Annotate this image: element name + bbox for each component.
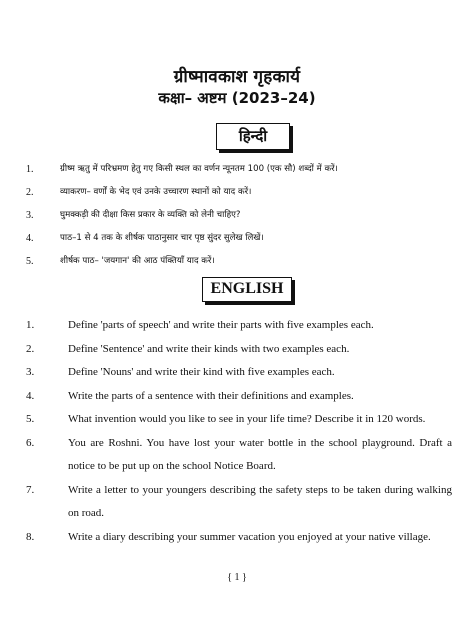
item-number: 1.	[26, 319, 35, 331]
item-number: 3.	[26, 210, 34, 221]
item-number: 8.	[26, 530, 35, 543]
item-text: What invention would you like to see in your life time? Describe it in 120 words.	[68, 413, 426, 425]
item-text: Write a diary describing your summer vacation you enjoyed at your native village.	[68, 530, 431, 543]
item-text: You are Roshni. You have lost your water bottle in the school playground. Draft a notice to be put up on the school Notice Board.	[68, 436, 452, 472]
list-item	[26, 361, 452, 385]
item-text: घुमक्कड़ी की दीक्षा किस प्रकार के व्यक्ति को लेनी चाहिए?	[60, 210, 241, 220]
english-question-list	[26, 314, 452, 549]
list-item	[26, 158, 456, 181]
hindi-question-list	[26, 158, 456, 273]
item-number: 7.	[26, 483, 35, 496]
page-subtitle: कक्षा– अष्टम (2023–24)	[158, 89, 316, 107]
item-text: Define 'parts of speech' and write their parts with five examples each.	[68, 319, 374, 331]
item-text: पाठ–1 से 4 तक के शीर्षक पाठानुसार चार पृष्ठ सुंदर सुलेख लिखें।	[60, 233, 264, 243]
page-title: ग्रीष्मावकाश गृहकार्य	[173, 67, 301, 87]
item-number: 2.	[26, 342, 35, 355]
list-item	[26, 181, 456, 204]
item-text: ग्रीष्म ऋतु में परिभ्रमण हेतु गए किसी स्थल का वर्णन न्यूनतम 100 (एक सौ) शब्दों में करें।	[60, 164, 338, 174]
item-number: 2.	[26, 187, 34, 198]
list-item	[26, 204, 456, 227]
list-item	[26, 314, 452, 338]
page-number: { 1 }	[227, 572, 247, 583]
hindi-section-heading: हिन्दी	[216, 123, 290, 150]
item-number: 1.	[26, 164, 34, 175]
english-section-heading: ENGLISH	[202, 277, 292, 302]
item-text: शीर्षक पाठ– 'जयगान' की आठ पंक्तियाँ याद करें।	[60, 256, 215, 266]
list-item	[26, 227, 456, 250]
item-number: 5.	[26, 256, 34, 267]
item-text: व्याकरण– वर्णों के भेद एवं उनके उच्चारण स्थानों को याद करें।	[60, 187, 252, 197]
item-number: 4.	[26, 233, 34, 244]
list-item	[26, 479, 452, 526]
list-item	[26, 432, 452, 479]
item-text: Define 'Sentence' and write their kinds with two examples each.	[68, 342, 350, 355]
list-item	[26, 385, 452, 409]
item-number: 6.	[26, 436, 35, 449]
item-number: 5.	[26, 413, 35, 425]
item-text: Write the parts of a sentence with their definitions and examples.	[68, 389, 354, 402]
item-text: Define 'Nouns' and write their kind with five examples each.	[68, 366, 335, 378]
list-item	[26, 250, 456, 273]
item-text: Write a letter to your youngers describing the safety steps to be taken during walking on road.	[68, 483, 452, 519]
list-item	[26, 408, 452, 432]
item-number: 4.	[26, 389, 35, 402]
list-item	[26, 338, 452, 362]
list-item	[26, 526, 452, 550]
item-number: 3.	[26, 366, 35, 378]
